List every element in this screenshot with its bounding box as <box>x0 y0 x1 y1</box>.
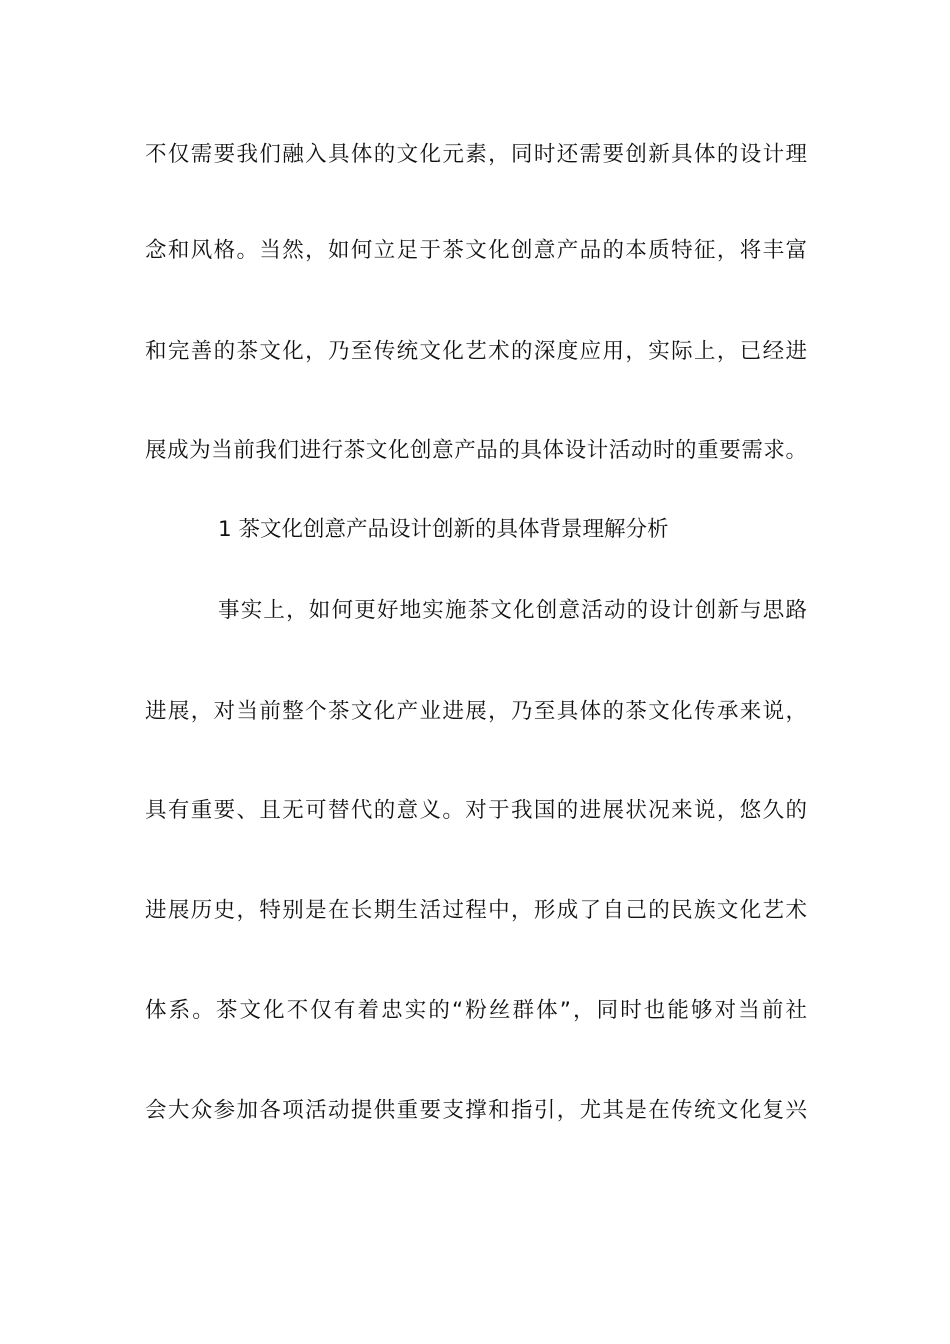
section-heading: 1 茶文化创意产品设计创新的具体背景理解分析 <box>218 517 669 542</box>
paragraph-line: 会大众参加各项活动提供重要支撑和指引，尤其是在传统文化复兴 <box>145 1098 807 1123</box>
paragraph-line: 进展，对当前整个茶文化产业进展，乃至具体的茶文化传承来说， <box>145 699 807 724</box>
paragraph-line: 展成为当前我们进行茶文化创意产品的具体设计活动时的重要需求。 <box>145 438 807 463</box>
paragraph-line: 和完善的茶文化，乃至传统文化艺术的深度应用，实际上，已经进 <box>145 339 807 364</box>
paragraph-line: 体系。茶文化不仅有着忠实的“粉丝群体”，同时也能够对当前社 <box>145 998 807 1023</box>
paragraph-line: 念和风格。当然，如何立足于茶文化创意产品的本质特征，将丰富 <box>145 238 807 263</box>
paragraph-line: 具有重要、且无可替代的意义。对于我国的进展状况来说，悠久的 <box>145 798 807 823</box>
paragraph-line: 不仅需要我们融入具体的文化元素，同时还需要创新具体的设计理 <box>145 142 807 167</box>
paragraph-line: 事实上，如何更好地实施茶文化创意活动的设计创新与思路 <box>218 598 807 623</box>
paragraph-line: 进展历史，特别是在长期生活过程中，形成了自己的民族文化艺术 <box>145 898 807 923</box>
